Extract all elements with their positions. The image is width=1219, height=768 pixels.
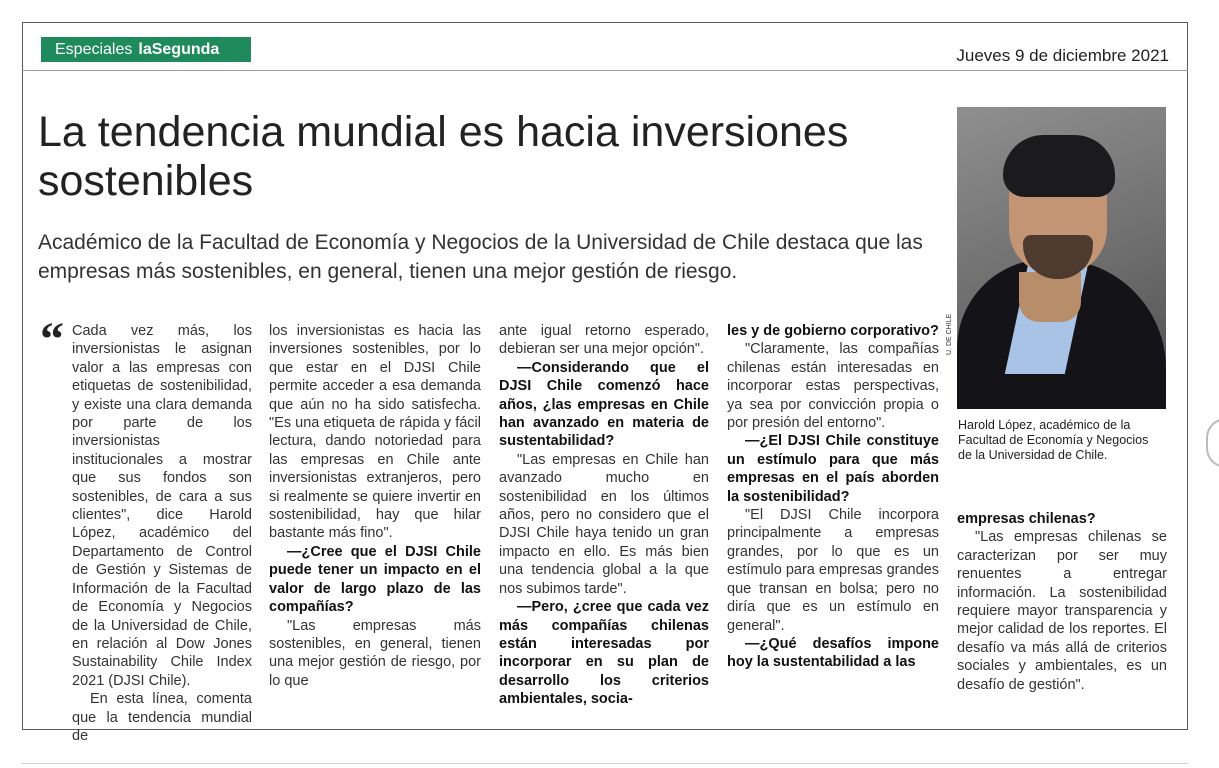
article-deck: Académico de la Facultad de Economía y Negocios de la Universidad de Chile destaca que las empresas más sostenibles, en general, tienen una mejor gestión de riesgo.	[38, 231, 923, 283]
photo-caption: Harold López, académico de la Facultad de Economía y Negocios de la Universidad de Chile.	[958, 418, 1149, 462]
column-1	[72, 322, 252, 745]
side-scroll-tab[interactable]	[1206, 418, 1219, 468]
col4-question-2: —¿Qué desafíos impone hoy la sustentabilidad a las	[727, 635, 939, 671]
column-2	[269, 322, 481, 690]
portrait-photo	[957, 107, 1166, 409]
col2-paragraph-2: "Las empresas más sostenibles, en general, tienen una mejor gestión de riesgo, por lo que	[269, 617, 481, 689]
col3-paragraph-2: "Las empresas en Chile han avanzado mucho en sostenibilidad en los últimos años, pero no considero que el DJSI Chile haya tenido un gran impacto en ello. Es más bien una tendencia global a la que nos subimos tarde".	[499, 451, 709, 597]
section-badge	[41, 37, 251, 62]
col3-question-1: —Considerando que el DJSI Chile comenzó hace años, ¿las empresas en Chile han avanzado en materia de sustentabilidad?	[499, 359, 709, 450]
col5-question-end: empresas chilenas?	[957, 511, 1096, 527]
photo-credit: U. DE CHILE	[946, 313, 953, 355]
col3-paragraph-1: ante igual retorno esperado, debieran ser una mejor opción".	[499, 323, 709, 358]
issue-date: Jueves 9 de diciembre 2021	[956, 46, 1169, 65]
col1-paragraph-1: Cada vez más, los inversionistas le asignan valor a las empresas con etiquetas de sostenibilidad, y existe una clara demanda por parte de los inversionistas institucionales a mostrar que sus fondos son sostenibles, de cara a sus clientes", dice Harold López, académico del Departamento de Control de Gestión y Sistemas de Información de la Facultad de Economía y Negocios de la Universidad de Chile, en relación al Dow Jones Sustainability Chile Index 2021 (DJSI Chile).	[72, 323, 252, 689]
header-divider	[22, 70, 1188, 71]
photo-hair	[1003, 135, 1115, 197]
next-page-edge	[22, 763, 1188, 764]
brand-logo: laSegunda	[138, 41, 220, 58]
col1-paragraph-2: En esta línea, comenta que la tendencia mundial de	[72, 691, 252, 744]
photo-neck	[1019, 272, 1081, 322]
column-4	[727, 322, 939, 672]
col4-question-end: les y de gobierno corporativo?	[727, 323, 939, 339]
col2-question-1: —¿Cree que el DJSI Chile puede tener un impacto en el valor de largo plazo de las compañías?	[269, 543, 481, 616]
col4-question-1: —¿El DJSI Chile constituye un estímulo para que más empresas en el país aborden la sostenibilidad?	[727, 433, 939, 505]
col5-paragraph-1: "Las empresas chilenas se caracterizan por ser muy renuentes a entregar información. La sostenibilidad requiere mayor transparencia y mejor calidad de los reportes. El desafío va más allá de criterios sociales y ambientales, es un desafío de gestión".	[957, 529, 1167, 693]
col4-paragraph-2: "El DJSI Chile incorpora principalmente a empresas grandes, por lo que es un estímulo para empresas grandes que transan en bolsa; pero no diría que es un estímulo en general".	[727, 507, 939, 634]
column-5	[957, 510, 1167, 694]
opening-quote-mark: “	[40, 313, 64, 366]
section-label: Especiales	[55, 41, 133, 58]
article-headline: La tendencia mundial es hacia inversiones sostenibles	[38, 108, 849, 205]
col3-question-2: —Pero, ¿cree que cada vez más compañías chilenas están interesadas por incorporar en su plan de desarrollo los criterios ambientales, socia-	[499, 599, 709, 708]
col4-paragraph-1: "Claramente, las compañías chilenas están interesadas en incorporar estas perspectivas, ya sea por convicción propia o por presión del entorno".	[727, 341, 939, 432]
column-3	[499, 322, 709, 709]
col2-paragraph-1: los inversionistas es hacia las inversiones sostenibles, por lo que estar en el DJSI Chile permite acceder a esa demanda que aún no ha sido satisfecha. "Es una etiqueta de rápida y fácil lectura, dando notoriedad para las empresas en Chile ante inversionistas extranjeros, pero si realmente se quiere invertir en sostenibilidad, hay que hilar bastante más fino".	[269, 323, 481, 542]
